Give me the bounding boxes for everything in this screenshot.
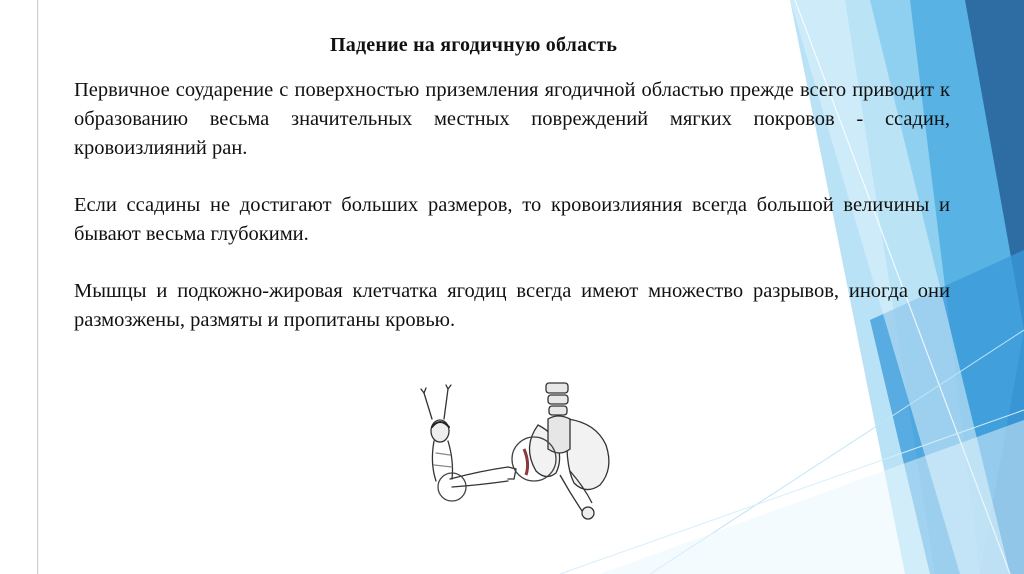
slide-body	[74, 76, 950, 363]
falling-person-sketch-icon	[421, 385, 516, 501]
paragraph-3: Мышцы и подкожно-жировая клетчатка ягодиц всегда имеют множество разрывов, иногда они размозжены, размяты и пропитаны кровью.	[74, 280, 950, 331]
pelvis-bone-sketch-icon	[512, 383, 609, 519]
slide-title: Падение на ягодичную область	[330, 34, 618, 56]
left-edge-line	[37, 0, 38, 574]
fall-illustration	[410, 375, 640, 525]
paragraph-2: Если ссадины не достигают больших размеров, то кровоизлияния всегда большой величины и бывают весьма глубокими.	[74, 194, 950, 245]
paragraph-1: Первичное соударение с поверхностью приземления ягодичной областью прежде всего приводит к образованию весьма значительных местных повреждений мягких покровов - ссадин, кровоизлияний ран.	[74, 79, 950, 159]
